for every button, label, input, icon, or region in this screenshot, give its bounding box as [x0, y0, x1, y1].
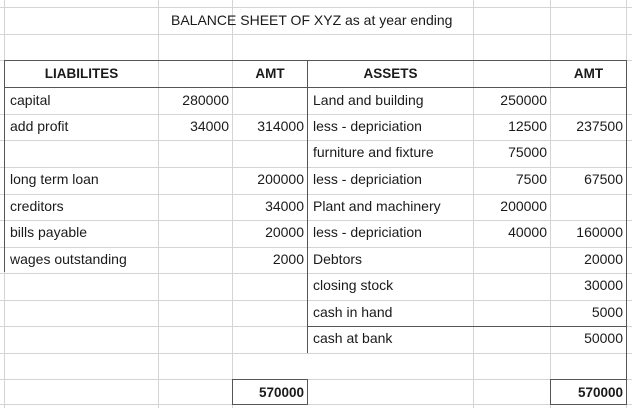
asset-sub-amount [474, 247, 550, 273]
liability-label: creditors [10, 198, 64, 214]
asset-amount: 67500 [584, 171, 623, 187]
liability-amount [233, 300, 307, 326]
asset-label: cash in hand [313, 304, 393, 320]
liability-label: wages outstanding [10, 251, 127, 267]
liability-sub-amount: 34000 [190, 118, 229, 134]
liability-amount: 2000 [272, 251, 304, 267]
liability-label: long term loan [10, 171, 99, 187]
asset-sub-amount [474, 353, 550, 379]
asset-sub-amount: 7500 [515, 171, 547, 187]
liability-label: bills payable [10, 224, 88, 240]
asset-amount [551, 140, 626, 166]
liability-sub-amount [159, 220, 232, 246]
asset-label: Land and building [313, 92, 424, 108]
liability-label: add profit [10, 118, 69, 134]
asset-label: closing stock [313, 277, 394, 293]
liability-amount: 34000 [265, 198, 304, 214]
liability-sub-amount [159, 140, 232, 166]
liability-sub-amount [159, 247, 232, 273]
assets-total: 570000 [577, 385, 623, 400]
asset-sub-amount: 40000 [508, 224, 547, 240]
liability-amount [233, 88, 307, 114]
asset-amount [551, 194, 626, 220]
liabilities-header: LIABILITES [44, 66, 119, 81]
asset-amount [551, 88, 626, 114]
liability-label [5, 273, 158, 299]
liability-amount [233, 353, 307, 379]
asset-amount: 50000 [584, 330, 623, 346]
asset-sub-amount [474, 273, 550, 299]
asset-label: Debtors [313, 251, 363, 267]
asset-amount [551, 353, 626, 379]
liability-label [5, 300, 158, 326]
liability-amount [233, 326, 307, 352]
assets-amt-header: AMT [573, 66, 604, 81]
asset-label: Plant and machinery [313, 198, 441, 214]
liability-sub-amount [159, 273, 232, 299]
asset-sub-amount [474, 300, 550, 326]
asset-amount: 5000 [591, 304, 623, 320]
asset-label: less - depriciation [313, 224, 422, 240]
asset-sub-amount: 75000 [508, 144, 547, 160]
sheet-title: BALANCE SHEET OF XYZ as at year ending [171, 12, 453, 28]
asset-amount: 20000 [584, 251, 623, 267]
liability-sub-amount [159, 300, 232, 326]
assets-header: ASSETS [363, 66, 418, 81]
liability-amount: 200000 [257, 171, 304, 187]
asset-sub-amount [474, 326, 550, 352]
asset-amount: 237500 [576, 118, 623, 134]
liability-label [5, 326, 158, 352]
asset-sub-amount: 200000 [500, 198, 547, 214]
liability-label [5, 353, 158, 379]
liability-label [5, 140, 158, 166]
liability-amount [233, 273, 307, 299]
asset-label: less - depriciation [313, 118, 422, 134]
asset-sub-amount: 250000 [500, 92, 547, 108]
liability-sub-amount [159, 326, 232, 352]
liability-sub-amount: 280000 [182, 92, 229, 108]
asset-label: cash at bank [313, 330, 393, 346]
liability-amount: 20000 [265, 224, 304, 240]
liability-sub-amount [159, 194, 232, 220]
asset-sub-amount: 12500 [508, 118, 547, 134]
asset-label [308, 353, 473, 379]
asset-label: less - depriciation [313, 171, 422, 187]
liabilities-amt-header: AMT [255, 66, 285, 81]
liability-amount: 314000 [257, 118, 304, 134]
asset-amount: 30000 [584, 277, 623, 293]
liability-sub-amount [159, 353, 232, 379]
asset-label: furniture and fixture [313, 144, 434, 160]
liabilities-total: 570000 [258, 385, 304, 400]
liability-label: capital [10, 92, 51, 108]
liability-sub-amount [159, 167, 232, 193]
asset-amount: 160000 [576, 224, 623, 240]
liability-amount [233, 140, 307, 166]
